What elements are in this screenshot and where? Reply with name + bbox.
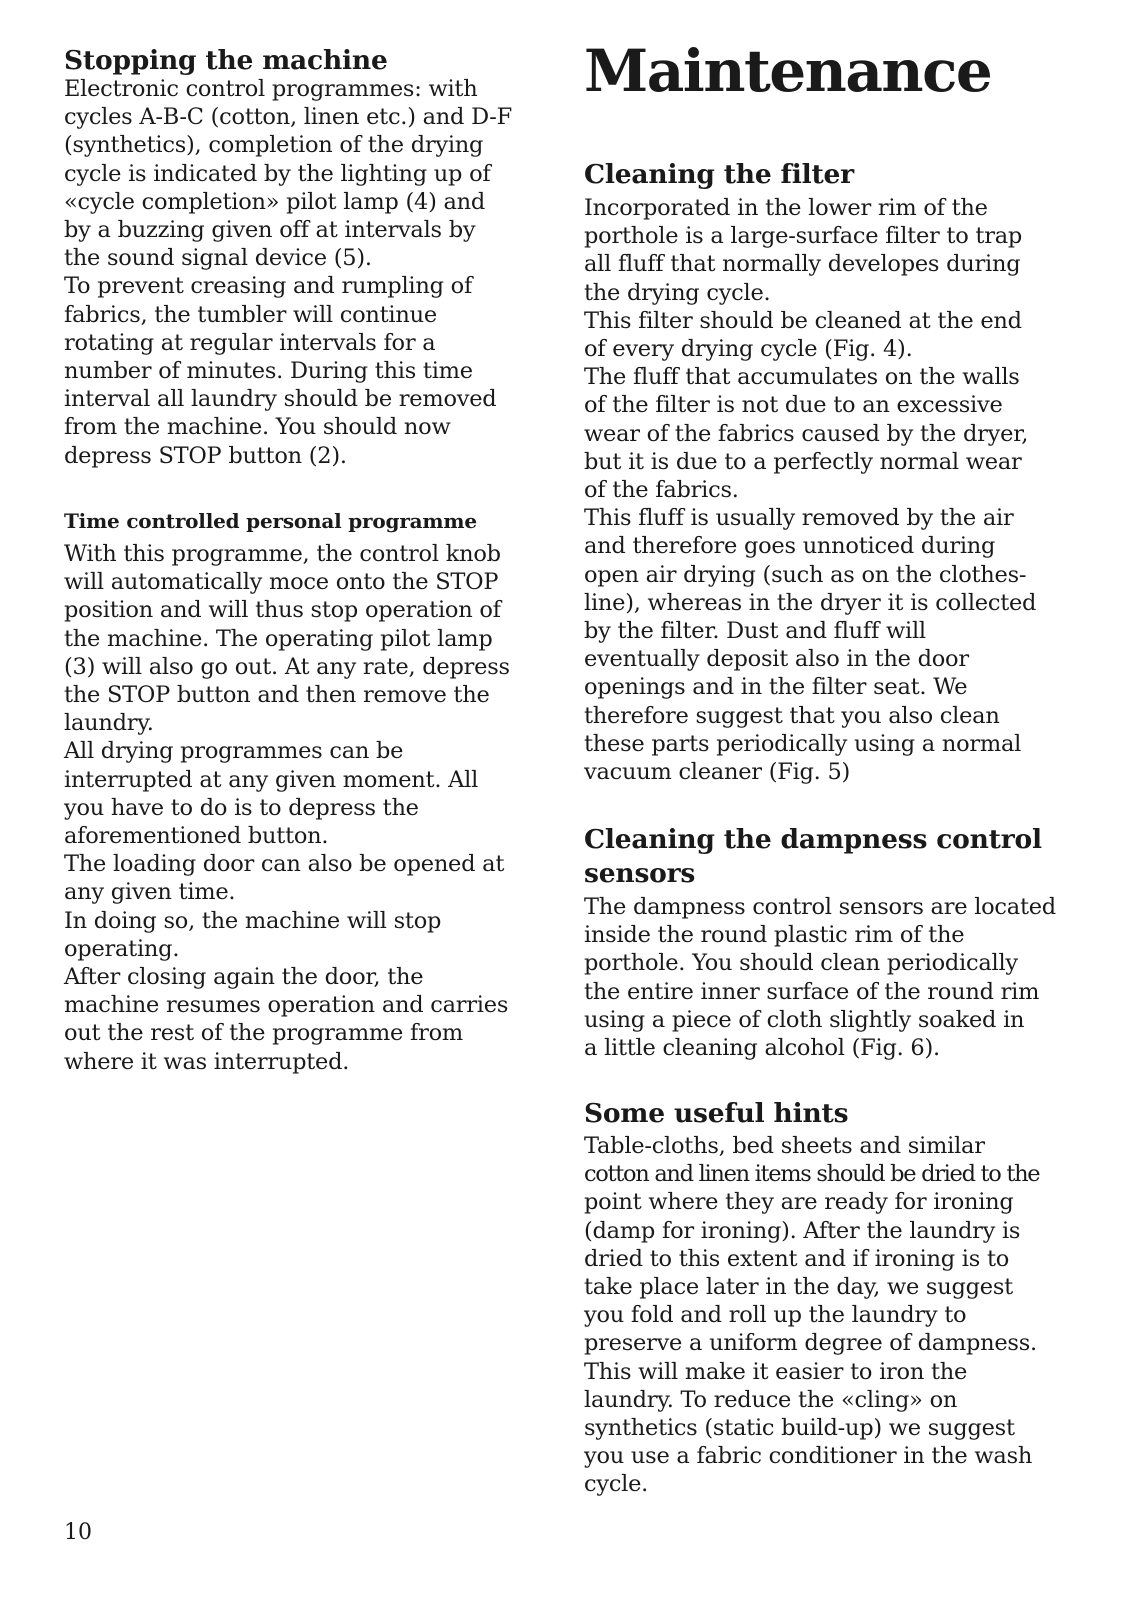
section-cleaning-the-filter (584, 158, 1084, 786)
text-line: therefore suggest that you also clean (584, 702, 1000, 729)
text-line: open air drying (such as on the clothes- (584, 561, 1027, 588)
text-line: operating. (64, 935, 180, 962)
text-line: Table-cloths, bed sheets and similar (584, 1133, 985, 1159)
text-line: synthetics (static build-up) we suggest (584, 1415, 1015, 1442)
text-line: number of minutes. During this time (64, 358, 473, 385)
section-heading: Some useful hints (584, 1098, 849, 1129)
text-line: of every drying cycle (Fig. 4). (584, 336, 913, 363)
section-stopping-the-machine (64, 44, 554, 470)
text-line: position and will thus stop operation of (64, 597, 501, 624)
text-line: laundry. To reduce the «cling» on (584, 1386, 958, 1413)
text-line: by the filter. Dust and fluff will (584, 618, 926, 645)
text-line: This will make it easier to iron the (584, 1358, 968, 1385)
text-line: cotton and linen items should be dried to the (584, 1161, 1040, 1188)
section-some-useful-hints (584, 1097, 1084, 1499)
text-line: machine resumes operation and carries (64, 992, 509, 1019)
text-line: Incorporated in the lower rim of the (584, 195, 988, 221)
text-line: vacuum cleaner (Fig. 5) (584, 759, 851, 786)
text-line: porthole. You should clean periodically (584, 950, 1018, 977)
text-line: a little cleaning alcohol (Fig. 6). (584, 1035, 940, 1062)
text-line: openings and in the filter seat. We (584, 674, 968, 701)
text-line: from the machine. You should now (64, 414, 451, 441)
text-line: the sound signal device (5). (64, 245, 372, 272)
text-line: cycle. (584, 1471, 649, 1498)
section-time-controlled-programme (64, 507, 554, 1076)
text-line: porthole is a large-surface filter to trap (584, 223, 1023, 250)
text-line: cycle is indicated by the lighting up of (64, 160, 491, 187)
text-line: aforementioned button. (64, 823, 329, 850)
text-line: you use a fabric conditioner in the wash (584, 1443, 1033, 1470)
text-line: any given time. (64, 879, 236, 906)
text-line: point where they are ready for ironing (584, 1189, 1014, 1216)
text-line: the entire inner surface of the round rim (584, 978, 1040, 1005)
text-line: the drying cycle. (584, 279, 771, 306)
text-line: out the rest of the programme from (64, 1020, 463, 1047)
section-body (584, 194, 1084, 786)
text-line: all fluff that normally developes during (584, 251, 1021, 278)
text-line: To prevent creasing and rumpling of (64, 273, 473, 300)
section-body (584, 893, 1084, 1062)
text-line: but it is due to a perfectly normal wear (584, 448, 1022, 475)
section-heading-line1: Cleaning the dampness control (584, 824, 1042, 855)
text-line: (synthetics), completion of the drying (64, 132, 484, 159)
page-number: 10 (64, 1520, 92, 1545)
text-line: (damp for ironing). After the laundry is (584, 1217, 1021, 1244)
text-line: dried to this extent and if ironing is to (584, 1245, 1010, 1272)
text-line: the STOP button and then remove the (64, 682, 490, 709)
text-line: of the filter is not due to an excessive (584, 392, 1003, 419)
text-line: where it was interrupted. (64, 1048, 350, 1075)
section-body (64, 75, 554, 470)
text-line: interrupted at any given moment. All (64, 766, 479, 793)
text-line: these parts periodically using a normal (584, 730, 1022, 757)
text-line: and therefore goes unnoticed during (584, 533, 996, 560)
text-line: will automatically moce onto the STOP (64, 569, 499, 596)
section-cleaning-sensors (584, 823, 1084, 1062)
section-heading: Stopping the machine (64, 45, 388, 76)
text-line: you fold and roll up the laundry to (584, 1302, 967, 1329)
text-line: With this programme, the control knob (64, 541, 501, 567)
text-line: using a piece of cloth slightly soaked in (584, 1006, 1025, 1033)
page-title: Maintenance (584, 37, 992, 105)
text-line: In doing so, the machine will stop (64, 907, 442, 934)
text-line: by a buzzing given off at intervals by (64, 217, 476, 244)
text-line: The dampness control sensors are located (584, 894, 1056, 920)
text-line: After closing again the door, the (64, 964, 424, 991)
text-line: fabrics, the tumbler will continue (64, 301, 437, 328)
subsection-heading: Time controlled personal programme (64, 509, 477, 533)
text-line: This fluff is usually removed by the air (584, 505, 1014, 532)
text-line: rotating at regular intervals for a (64, 329, 436, 356)
text-line: preserve a uniform degree of dampness. (584, 1330, 1037, 1357)
text-line: depress STOP button (2). (64, 442, 347, 469)
text-line: The fluff that accumulates on the walls (584, 364, 1020, 391)
text-line: The loading door can also be opened at (64, 851, 505, 878)
text-line: All drying programmes can be (64, 738, 404, 765)
text-line: Electronic control programmes: with (64, 76, 478, 102)
section-body (64, 540, 554, 1076)
text-line: wear of the fabrics caused by the dryer, (584, 420, 1029, 447)
text-line: laundry. (64, 710, 154, 737)
text-line: you have to do is to depress the (64, 794, 419, 821)
text-line: line), whereas in the dryer it is collected (584, 589, 1037, 616)
text-line: inside the round plastic rim of the (584, 922, 965, 949)
text-line: eventually deposit also in the door (584, 646, 969, 673)
text-line: This filter should be cleaned at the end (584, 307, 1022, 334)
text-line: take place later in the day, we suggest (584, 1274, 1013, 1301)
text-line: of the fabrics. (584, 477, 739, 504)
section-body (584, 1132, 1084, 1499)
section-heading: Cleaning the filter (584, 159, 854, 190)
section-heading-line2: sensors (584, 858, 696, 889)
text-line: (3) will also go out. At any rate, depress (64, 653, 510, 680)
text-line: «cycle completion» pilot lamp (4) and (64, 188, 486, 215)
text-line: cycles A-B-C (cotton, linen etc.) and D-F (64, 104, 513, 131)
text-line: the machine. The operating pilot lamp (64, 625, 493, 652)
text-line: interval all laundry should be removed (64, 386, 497, 413)
